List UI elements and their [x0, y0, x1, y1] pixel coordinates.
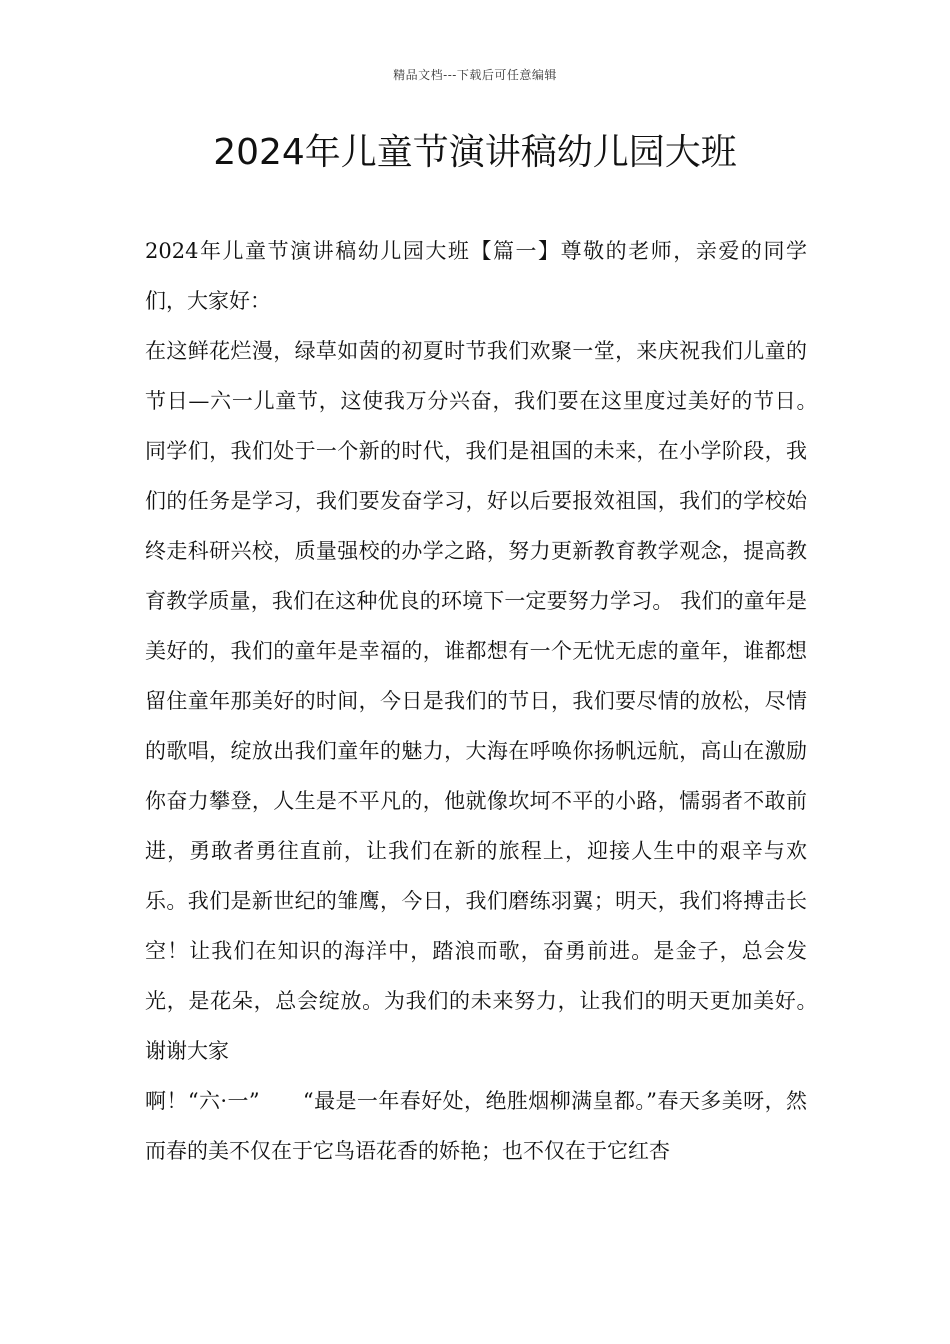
header-note: 精品文档---下载后可任意编辑	[393, 68, 557, 82]
document-body	[145, 226, 849, 1176]
document-title: 2024年儿童节演讲稿幼儿园大班	[213, 132, 737, 173]
paragraph-speech: 在这鲜花烂漫，绿草如茵的初夏时节我们欢聚一堂，来庆祝我们儿童的节日—六一儿童节，这使我万分兴奋，我们要在这里度过美好的节日。 同学们，我们处于一个新的时代，我们是祖国的未来，在小学阶段，我们的任务是学习，我们要发奋学习，好以后要报效祖国，我们的学校始终走科研兴校，质量强校的办学之路，努力更新教育教学观念，提高教育教学质量，我们在这种优良的环境下一定要努力学习。 我们的童年是美好的，我们的童年是幸福的，谁都想有一个无忧无虑的童年，谁都想留住童年那美好的时间，今日是我们的节日，我们要尽情的放松，尽情的歌唱，绽放出我们童年的魅力，大海在呼唤你扬帆远航，高山在激励你奋力攀登，人生是不平凡的，他就像坎坷不平的小路，懦弱者不敢前进，勇敢者勇往直前，让我们在新的旅程上，迎接人生中的艰辛与欢乐。我们是新世纪的雏鹰，今日，我们磨练羽翼；明天，我们将搏击长空！让我们在知识的海洋中，踏浪而歌，奋勇前进。是金子，总会发光，是花朵，总会绽放。为我们的未来努力，让我们的明天更加美好。 谢谢大家	[145, 339, 849, 1063]
paragraph-intro: 2024年儿童节演讲稿幼儿园大班【篇一】尊敬的老师，亲爱的同学们，大家好：	[145, 239, 807, 313]
paragraph-continuation: 啊！“六·一” “最是一年春好处，绝胜烟柳满皇都。”春天多美呀，然而春的美不仅在于它鸟语花香的娇艳；也不仅在于它红杏	[145, 1089, 807, 1163]
